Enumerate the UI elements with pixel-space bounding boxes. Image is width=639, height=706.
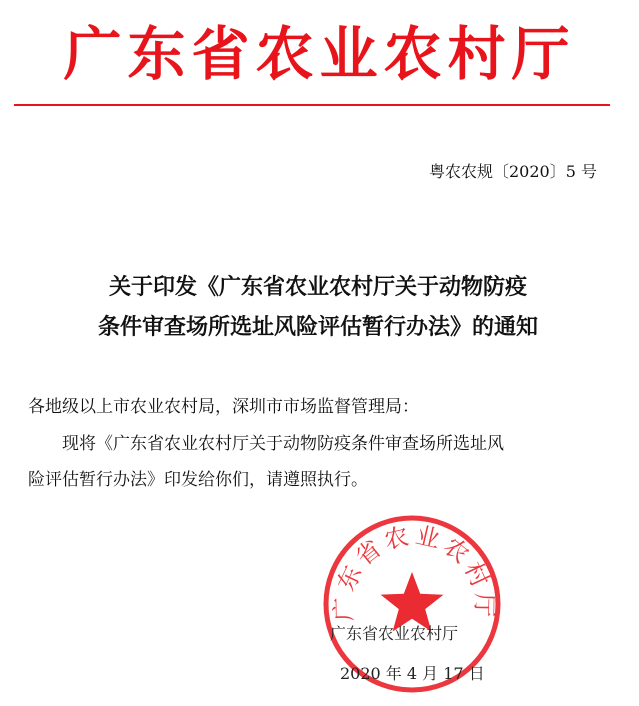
addressee-line: 各地级以上市农业农村局，深圳市市场监督管理局： [28, 397, 419, 417]
notice-title [18, 268, 618, 348]
notice-title-line-2: 条件审查场所选址风险评估暂行办法》的通知 [97, 315, 538, 340]
notice-title-line-1: 关于印发《广东省农业农村厅关于动物防疫 [108, 275, 527, 300]
body-paragraph-line-1: 现将《广东省农业农村厅关于动物防疫条件审查场所选址风 [62, 434, 504, 454]
document-number: 粤农农规〔2020〕5 号 [429, 162, 597, 181]
letterhead-title: 广东省农业农村厅 [63, 20, 576, 88]
seal-arc-textpath: 广东省农业农村厅 [329, 521, 499, 622]
body-paragraph-line-2: 险评估暂行办法》印发给你们，请遵照执行。 [28, 470, 368, 490]
signature-date: 2020 年 4 月 17 日 [340, 664, 485, 683]
letterhead-divider [14, 104, 610, 106]
body-paragraph [28, 426, 618, 498]
signature-organization: 广东省农业农村厅 [330, 624, 459, 643]
